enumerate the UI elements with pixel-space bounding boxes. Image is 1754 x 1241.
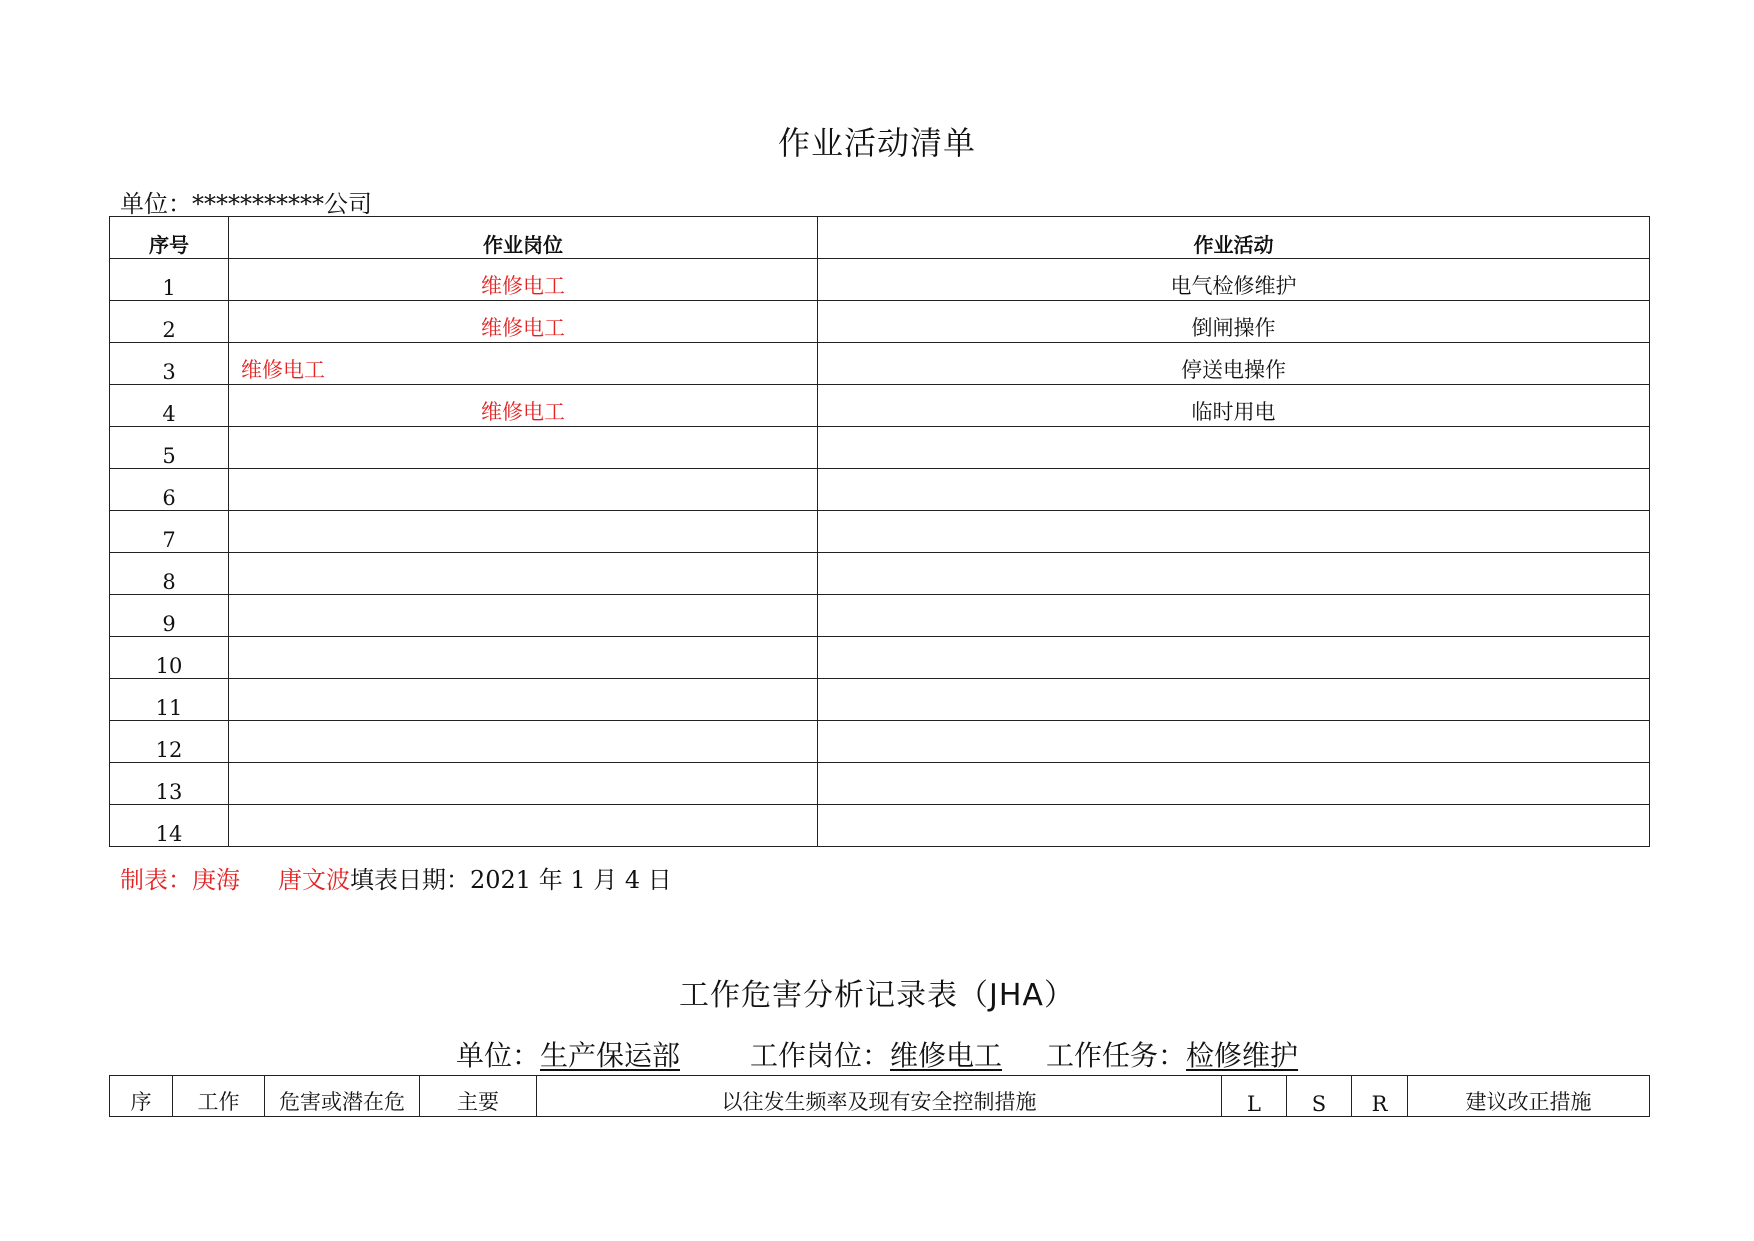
row-post [229,511,818,553]
jha-unit-label: 单位： [455,1039,540,1072]
filled-by: 唐文波 [278,866,350,894]
unit-label: 单位： [120,190,192,218]
table-row [110,805,1650,847]
jha-header-row [110,1076,1650,1117]
row-activity: 临时用电 [818,385,1650,427]
row-activity [818,763,1650,805]
jha-header-main: 主要 [420,1076,537,1117]
row-no: 4 [110,385,229,427]
jha-header-l: L [1222,1076,1287,1117]
row-no: 2 [110,301,229,343]
table-row [110,721,1650,763]
jha-header-hazard: 危害或潜在危 [265,1076,420,1117]
row-post: 维修电工 [229,259,818,301]
jha-header-suggestion: 建议改正措施 [1408,1076,1650,1117]
activity-list-table [109,216,1650,847]
jha-title: 工作危害分析记录表（JHA） [679,978,1075,1013]
row-activity: 电气检修维护 [818,259,1650,301]
table-row [110,469,1650,511]
activity-list-footer [120,860,672,895]
row-activity: 倒闸操作 [818,301,1650,343]
jha-header-s: S [1287,1076,1352,1117]
row-activity [818,427,1650,469]
row-post: 维修电工 [229,343,818,385]
row-activity [818,721,1650,763]
activity-list-title: 作业活动清单 [777,124,976,162]
row-activity [818,553,1650,595]
row-post [229,427,818,469]
header-post: 作业岗位 [229,217,818,259]
row-no: 1 [110,259,229,301]
jha-header-work: 工作 [173,1076,265,1117]
row-no: 6 [110,469,229,511]
row-activity [818,805,1650,847]
row-post: 维修电工 [229,385,818,427]
row-no: 12 [110,721,229,763]
jha-task-label: 工作任务： [1046,1039,1187,1072]
header-no: 序号 [110,217,229,259]
table-row [110,511,1650,553]
row-post [229,637,818,679]
row-post [229,469,818,511]
row-no: 11 [110,679,229,721]
fill-date: 填表日期：2021 年 1 月 4 日 [350,866,672,894]
row-no: 5 [110,427,229,469]
jha-table [109,1075,1650,1117]
jha-header-controls: 以往发生频率及现有安全控制措施 [537,1076,1222,1117]
table-row [110,259,1650,301]
row-post [229,595,818,637]
jha-unit-value: 生产保运部 [539,1039,680,1072]
row-no: 9 [110,595,229,637]
row-post: 维修电工 [229,301,818,343]
table-row [110,637,1650,679]
row-activity [818,637,1650,679]
table-row [110,679,1650,721]
made-by: 制表：庚海 [120,866,240,894]
jha-header-r: R [1352,1076,1408,1117]
row-no: 13 [110,763,229,805]
row-post [229,721,818,763]
table-header-row [110,217,1650,259]
row-activity [818,469,1650,511]
table-row [110,763,1650,805]
row-no: 14 [110,805,229,847]
row-no: 7 [110,511,229,553]
unit-value: ***********公司 [192,190,372,218]
jha-info-line [0,1034,1754,1074]
header-activity: 作业活动 [818,217,1650,259]
jha-task-value: 检修维护 [1186,1039,1299,1072]
row-post [229,763,818,805]
table-row [110,385,1650,427]
row-activity: 停送电操作 [818,343,1650,385]
row-no: 10 [110,637,229,679]
jha-post-label: 工作岗位： [749,1039,890,1072]
row-post [229,805,818,847]
activity-list-unit [120,184,372,219]
row-post [229,679,818,721]
row-no: 3 [110,343,229,385]
table-row [110,343,1650,385]
table-row [110,553,1650,595]
table-row [110,301,1650,343]
row-activity [818,511,1650,553]
jha-header-no: 序 [110,1076,173,1117]
row-post [229,553,818,595]
jha-post-value: 维修电工 [890,1039,1003,1072]
row-no: 8 [110,553,229,595]
row-activity [818,679,1650,721]
row-activity [818,595,1650,637]
table-row [110,595,1650,637]
table-row [110,427,1650,469]
